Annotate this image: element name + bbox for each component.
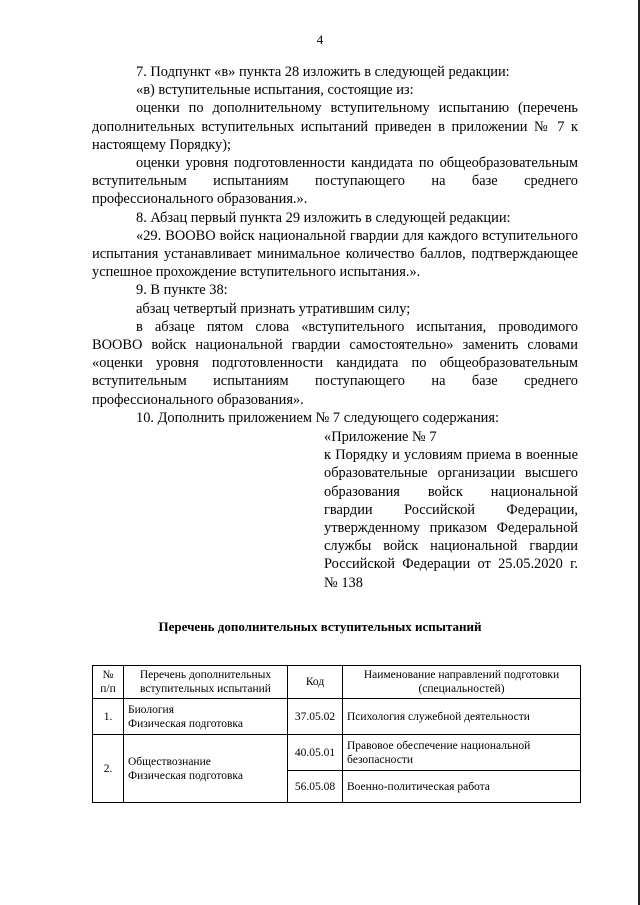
- row-code: 56.05.08: [288, 771, 343, 803]
- paragraph-item-7: 7. Подпункт «в» пункта 28 изложить в следующей редакции:: [136, 64, 510, 80]
- table-header-row: [93, 666, 581, 699]
- row-num: 1.: [93, 699, 124, 735]
- header-num: № п/п: [93, 666, 124, 699]
- row-exams: [124, 735, 288, 803]
- paragraph-preparedness: оценки уровня подготовленности кандидата по общеобразовательным вступительным испытаниям поступающего на базе среднего профессионального образования.».: [92, 155, 578, 208]
- row-code: 37.05.02: [288, 699, 343, 735]
- appendix-note: к Порядку и условиям приема в военные образовательные организации высшего образования войск национальной гвардии Российской Федерации, утвержденному приказом Федеральной службы войск национальной гвардии Российской Федерации от 25.05.2020 г. № 138: [324, 447, 578, 591]
- row-direction: Правовое обеспечение национальной безопасности: [343, 735, 581, 771]
- appendix-header: [324, 428, 578, 592]
- paragraph-abolish: абзац четвертый признать утратившим силу;: [136, 300, 411, 317]
- document-body: [92, 63, 578, 427]
- row-exams: [124, 699, 288, 735]
- header-exams: Перечень дополнительных вступительных испытаний: [124, 666, 288, 699]
- paragraph-item-9: 9. В пункте 38:: [136, 282, 228, 299]
- exam-name: Обществознание: [128, 755, 211, 768]
- exam-name: Физическая подготовка: [128, 769, 243, 782]
- exam-name: Биология: [128, 703, 175, 716]
- paragraph-item-8: 8. Абзац первый пункта 29 изложить в следующей редакции:: [136, 209, 511, 226]
- exams-table: [92, 665, 581, 803]
- table-row: [93, 699, 581, 735]
- header-direction: Наименование направлений подготовки (специальностей): [343, 666, 581, 699]
- paragraph-item-29: «29. ВООВО войск национальной гвардии для каждого вступительного испытания устанавливает минимальное количество баллов, подтверждающее успешное прохождение вступительного испытания.».: [92, 227, 578, 281]
- row-num: 2.: [93, 735, 124, 803]
- header-code: Код: [288, 666, 343, 699]
- row-code: 40.05.01: [288, 735, 343, 771]
- appendix-title: «Приложение № 7: [324, 429, 437, 445]
- paragraph-clause-v: «в) вступительные испытания, состоящие из:: [136, 82, 414, 99]
- paragraph-additional-exam: оценки по дополнительному вступительному испытанию (перечень дополнительных вступительных испытаний приведен в приложении № 7 к настоящему Порядку);: [92, 100, 578, 153]
- table-row: [93, 735, 581, 771]
- row-direction: Военно-политическая работа: [343, 771, 581, 803]
- page-number: 4: [316, 32, 324, 47]
- paragraph-replace-words: в абзаце пятом слова «вступительного испытания, проводимого ВООВО войск национальной гвардии самостоятельно» заменить словами «оценки уровня подготовленности кандидата по общеобразовательным вступительным испытаниям поступающего на базе среднего профессионального образования».: [92, 318, 578, 408]
- paragraph-item-10: 10. Дополнить приложением № 7 следующего содержания:: [136, 409, 499, 426]
- table-title: Перечень дополнительных вступительных испытаний: [158, 619, 482, 634]
- exam-name: Физическая подготовка: [128, 717, 243, 730]
- row-direction: Психология служебной деятельности: [343, 699, 581, 735]
